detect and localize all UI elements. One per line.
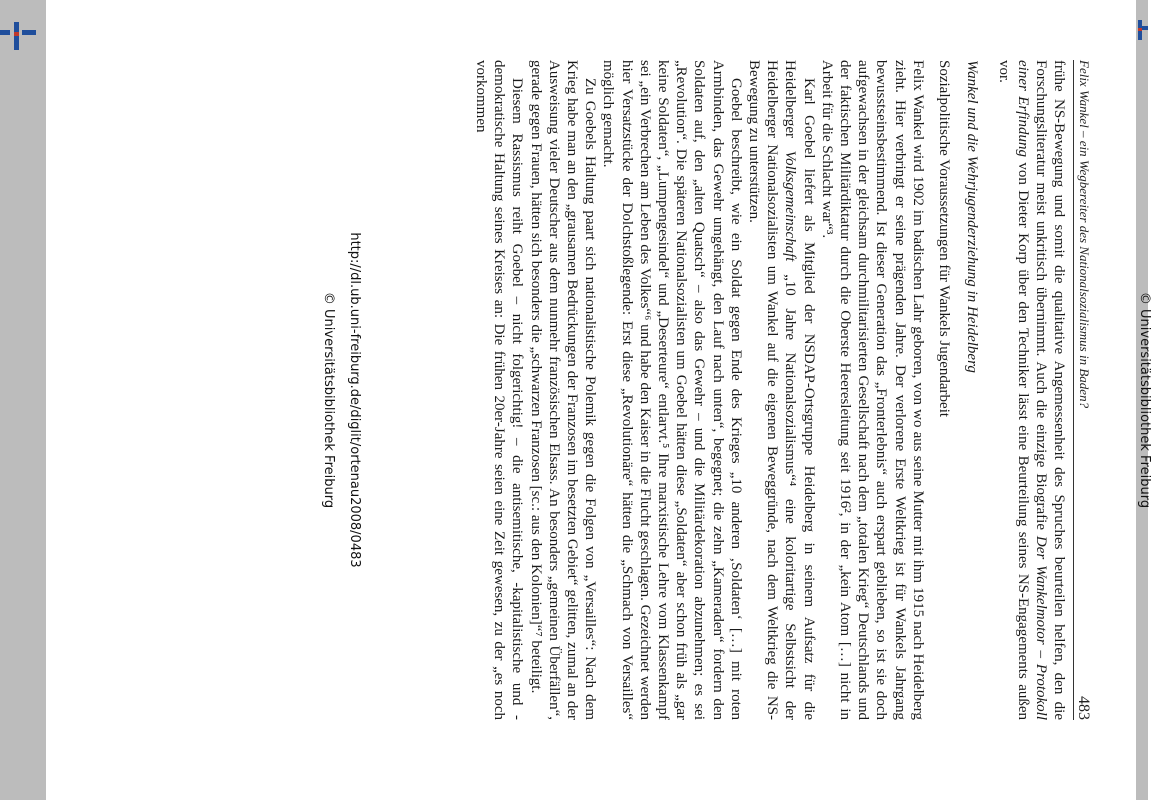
paragraph-3: Karl Goebel liefert als Mitglied der NSDAP-Ortsgruppe Heidelberg in seinem Aufsatz für die Heidelberger Volksgemeinschaft „10 Jahre Nationalsozialismus“⁴ eine koloritartige Selbstsicht der Heidelberger Nationalsozialisten um Wankel auf die eigenen Beweggründe, nach dem Weltkrieg die NS-Bewegung zu unterstützen. xyxy=(745,60,817,720)
subsection-heading: Sozialpolitische Voraussetzungen für Wankels Jugendarbeit xyxy=(935,60,952,418)
copyright-notice: © Universitätsbibliothek Freiburg xyxy=(321,291,336,509)
paragraph-6: Diesem Rassismus reiht Goebel – nicht folgerichtig! – die antisemitische, -kapitalistische und -demokratische Haltung seines Kreises an: Die frühen 20er-Jahre seien eine Zeit gewesen, zu der „es noch vorkommen xyxy=(472,60,526,720)
viewer-left-margin xyxy=(0,0,46,800)
page-number: 483 xyxy=(1075,696,1092,720)
paragraph-1: frühe NS-Bewegung und somit die qualitative Angemessenheit des Spruches beurteilen helfen, den die Forschungsliteratur meist unkritisch übernimmt. Auch die einzige Biografie Der Wankelmotor – Protokoll einer Erfindung von Dieter Korp über den Techniker lässt eine Beurteilung seines NS-Engagements außen vor. xyxy=(996,60,1067,721)
running-title: Felix Wankel – ein Wegbereiter des Nationalsozialismus in Baden? xyxy=(1077,60,1092,409)
copyright-notice-top: © Universitätsbibliothek Freiburg xyxy=(1137,291,1152,509)
page-body xyxy=(472,60,1068,720)
running-header xyxy=(1073,60,1096,720)
section-heading: Wankel und die Wehrjugenderziehung in Heidelberg xyxy=(964,60,981,373)
ub-freiburg-logo-icon xyxy=(0,22,36,50)
paragraph-5: Zu Goebels Haltung paart sich nationalistische Polemik gegen die Folgen von „Versailles“: Nach dem Krieg habe man an den „grausamen Bedrückungen der Franzosen im besetzten Gebiet“ gelitten, zumal an der Ausweisung vieler Deutscher aus dem nunmehr französischen Elsass. An besonders „gemeinen Überfällen“, gerade gegen Frauen, hätten sich besonders die „schwarzen Franzosen [sc.: aus den Kolonien]“⁷ beteiligt. xyxy=(527,60,599,720)
rotated-page-content xyxy=(46,0,1152,800)
source-url[interactable]: http://dl.ub.uni-freiburg.de/diglit/ortenau2008/0483 xyxy=(347,232,362,568)
paragraph-2: Felix Wankel wird 1902 im badischen Lahr geboren, von wo aus seine Mutter mit ihm 1915 nach Heidelberg zieht. Hier verbringt er seine prägenden Jahre. Der verlorene Erste Weltkrieg ist für Wankels Jahrgang bewusstseinsbestimmend. Ist dieser Generation das „Fronterlebnis“ auch erspart geblieben, so ist sie doch aufgewachsen in der gleichsam durchmilitarisierten Gesellschaft nach dem „totalen Krieg“ Deutschlands und der faktischen Militärdiktatur durch die Oberste Heeresleitung seit 1916², in der „kein Atom […] nicht in Arbeit für die Schlacht war“³. xyxy=(818,60,926,720)
paragraph-4: Goebel beschreibt, wie ein Soldat gegen Ende des Krieges „10 anderen ‚Soldaten‘ […] mit roten Armbinden, das Gewehr umgehängt, den Lauf nach unten“, begegnet; die zehn „Kameraden“ fordern den Soldaten auf, den „alten Quatsch“ – also das Gewehr – und die Militärdekoration abzunehmen; es sei „Revolution“. Die späteren Nationalsozialisten um Goebel hätten diese „Soldaten“ aber schon früh als „gar keine Soldaten“, „Lumpengesindel“ und „Deserteure“ entlarvt.⁵ Ihre marxistische Lehre vom Klassenkampf sei „ein Verbrechen am Leben des Volkes“⁶ und habe den Kaiser in die Flucht geschlagen. Gezeichnet werden hier Versatzstücke der Dolchstoßlegende: Erst diese „Revolutionäre“ hätten die „Schmach von Versailles“ möglich gemacht. xyxy=(600,60,744,720)
scanned-page xyxy=(46,0,1152,800)
